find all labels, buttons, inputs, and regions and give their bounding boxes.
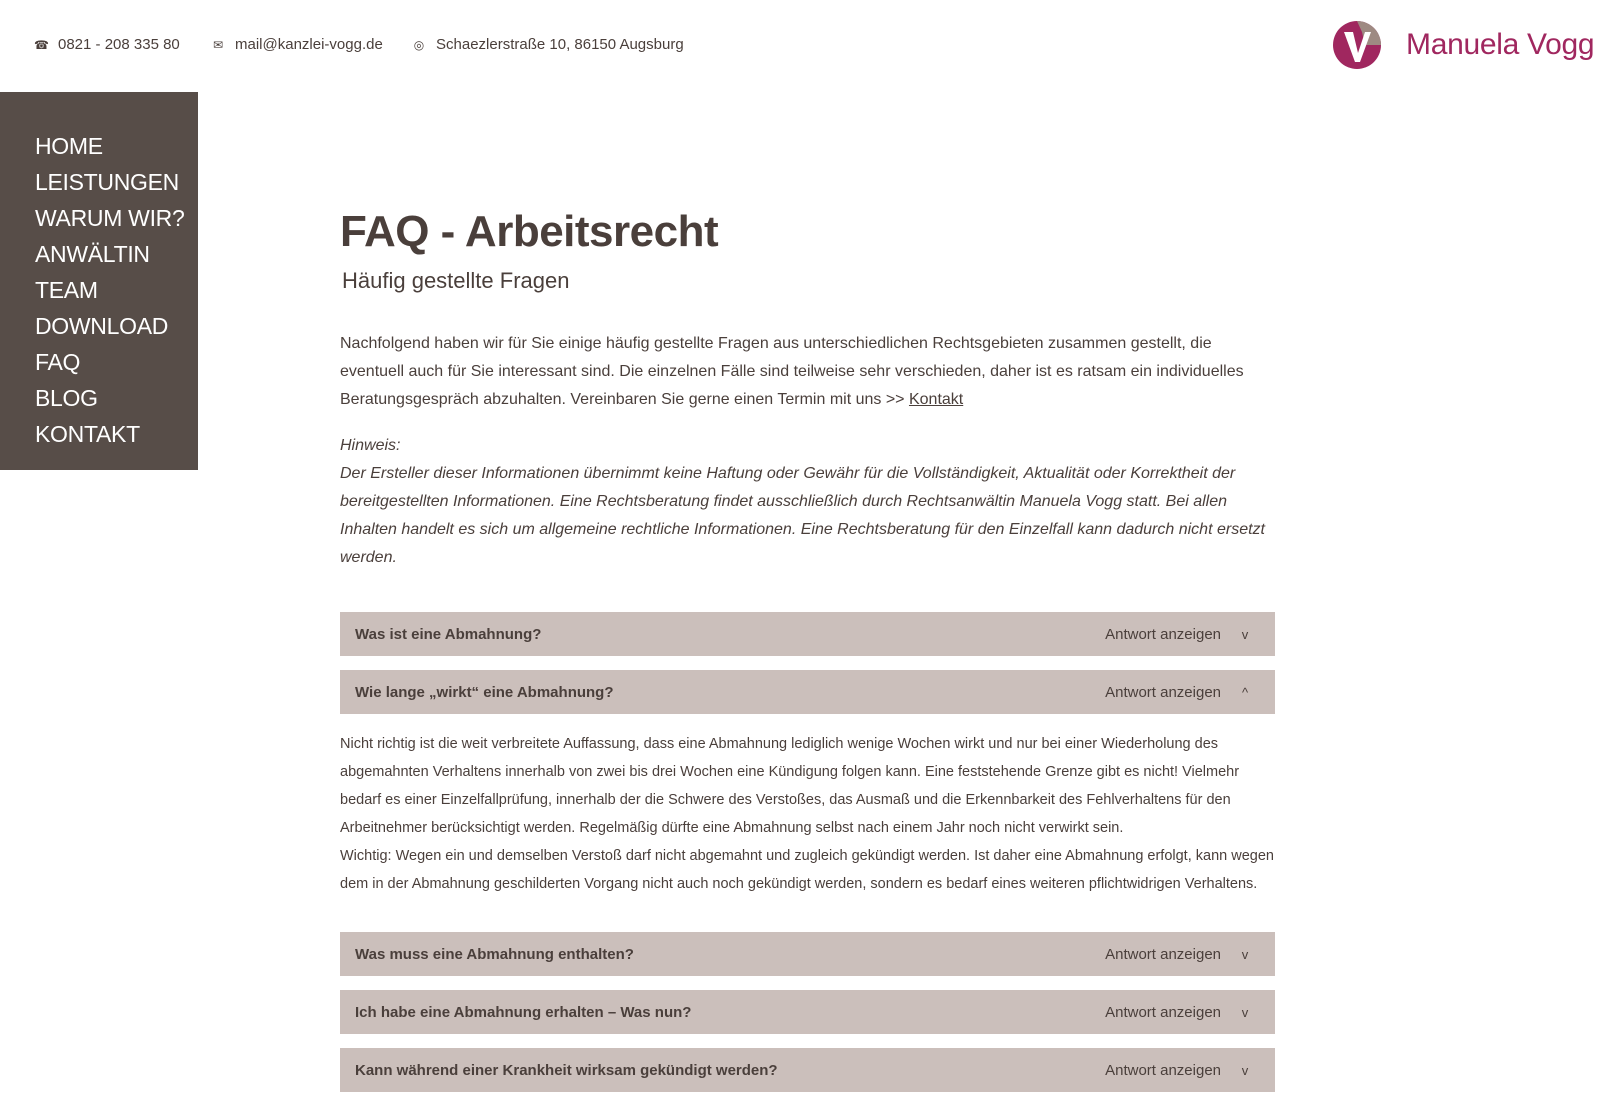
faq-question: Kann während einer Krankheit wirksam gekündigt werden?: [355, 1061, 778, 1079]
faq-toggle[interactable]: [1105, 684, 1251, 701]
phone-contact[interactable]: [34, 36, 180, 53]
faq-question: Was muss eine Abmahnung enthalten?: [355, 945, 634, 963]
phone-icon: ☎: [34, 37, 49, 52]
toggle-label: Antwort anzeigen: [1105, 945, 1221, 963]
main-menu: [0, 92, 198, 452]
page-title: FAQ - Arbeitsrecht: [340, 207, 719, 256]
faq-toggle[interactable]: [1105, 1062, 1251, 1079]
location-pin-icon: ◎: [413, 37, 425, 52]
nav-item-faq[interactable]: FAQ: [35, 349, 81, 375]
address-text: Schaezlerstraße 10, 86150 Augsburg: [436, 36, 684, 53]
page-subtitle: Häufig gestellte Fragen: [342, 268, 570, 293]
disclaimer-notice: [340, 432, 1275, 572]
faq-toggle[interactable]: [1105, 946, 1251, 963]
faq-item: [340, 932, 1275, 976]
top-bar: [0, 0, 1608, 92]
nav-item-team[interactable]: TEAM: [35, 277, 98, 303]
chevron-up-icon: ^: [1241, 684, 1249, 700]
chevron-down-icon: v: [1241, 1004, 1249, 1020]
envelope-icon: ✉: [212, 37, 224, 52]
logo-mark-icon: [1332, 20, 1382, 70]
faq-question: Was ist eine Abmahnung?: [355, 625, 542, 643]
phone-number: 0821 - 208 335 80: [58, 36, 180, 53]
address-contact: [412, 36, 684, 53]
answer-paragraph: Wichtig: Wegen ein und demselben Verstoß darf nicht abgemahnt und zugleich gekündigt werden. Ist daher eine Abmahnung erfolgt, kann wegen dem in der Abmahnung geschilderten Vorgang nicht auch noch gekündigt werden, sondern es bedarf eines weiteren pflichtwidrigen Verhaltens.: [340, 848, 1274, 892]
nav-item-kontakt[interactable]: KONTAKT: [35, 421, 140, 447]
faq-item: [340, 612, 1275, 656]
nav-item-warum-wir[interactable]: WARUM WIR?: [35, 205, 185, 231]
main-content: [340, 200, 1275, 1106]
chevron-down-icon: v: [1241, 946, 1249, 962]
faq-question-bar[interactable]: [340, 670, 1275, 714]
intro-paragraph: [340, 330, 1275, 414]
email-address: mail@kanzlei-vogg.de: [235, 36, 383, 53]
chevron-down-icon: v: [1241, 1062, 1249, 1078]
notice-text: Der Ersteller dieser Informationen übernimmt keine Haftung oder Gewähr für die Vollständigkeit, Aktualität oder Korrektheit der bereitgestellten Informationen. Eine Rechtsberatung findet ausschließlich durch Rechtsanwältin Manuela Vogg statt. Bei allen Inhalten handelt es sich um allgemeine rechtliche Informationen. Eine Rechtsberatung für den Einzelfall kann dadurch nicht ersetzt werden.: [340, 465, 1265, 566]
faq-question-bar[interactable]: [340, 612, 1275, 656]
email-contact[interactable]: [211, 36, 383, 53]
nav-item-home[interactable]: HOME: [35, 133, 103, 159]
faq-item: [340, 1048, 1275, 1092]
chevron-down-icon: v: [1241, 626, 1249, 642]
faq-toggle[interactable]: [1105, 626, 1251, 643]
toggle-label: Antwort anzeigen: [1105, 1061, 1221, 1079]
toggle-label: Antwort anzeigen: [1105, 683, 1221, 701]
intro-text: Nachfolgend haben wir für Sie einige häufig gestellte Fragen aus unterschiedlichen Rechtsgebieten zusammen gestellt, die eventuell auch für Sie interessant sind. Die einzelnen Fälle sind teilweise sehr verschieden, daher ist es ratsam ein individuelles Beratungsgespräch abzuhalten. Vereinbaren Sie gerne einen Termin mit uns >>: [340, 335, 1244, 408]
toggle-label: Antwort anzeigen: [1105, 1003, 1221, 1021]
logo-text: Manuela Vogg: [1406, 28, 1595, 61]
faq-question-bar[interactable]: [340, 1048, 1275, 1092]
faq-item: [340, 990, 1275, 1034]
faq-question: Ich habe eine Abmahnung erhalten – Was nun?: [355, 1003, 692, 1021]
faq-question: Wie lange „wirkt“ eine Abmahnung?: [355, 683, 614, 701]
nav-item-anwaeltin[interactable]: ANWÄLTIN: [35, 241, 150, 267]
nav-item-download[interactable]: DOWNLOAD: [35, 313, 169, 339]
logo[interactable]: [1332, 20, 1594, 70]
faq-answer: [340, 714, 1275, 918]
faq-accordion: [340, 612, 1275, 1092]
faq-toggle[interactable]: [1105, 1004, 1251, 1021]
faq-question-bar[interactable]: [340, 932, 1275, 976]
contact-link[interactable]: Kontakt: [908, 391, 964, 408]
sidebar-nav: [0, 92, 198, 470]
faq-item: [340, 670, 1275, 918]
toggle-label: Antwort anzeigen: [1105, 625, 1221, 643]
faq-question-bar[interactable]: [340, 990, 1275, 1034]
nav-item-leistungen[interactable]: LEISTUNGEN: [35, 169, 179, 195]
answer-paragraph: Nicht richtig ist die weit verbreitete Auffassung, dass eine Abmahnung lediglich wenige Wochen wirkt und nur bei einer Wiederholung des abgemahnten Verhaltens innerhalb von zwei bis drei Wochen eine Kündigung folgen kann. Eine feststehende Grenze gibt es nicht! Vielmehr bedarf es einer Einzelfallprüfung, innerhalb der die Schwere des Verstoßes, das Ausmaß und die Erkennbarkeit des Fehlverhaltens für den Arbeitnehmer berücksichtigt werden. Regelmäßig dürfte eine Abmahnung selbst nach einem Jahr noch nicht verwirkt sein.: [340, 736, 1240, 836]
notice-label: Hinweis:: [340, 437, 401, 454]
nav-item-blog[interactable]: BLOG: [35, 385, 98, 411]
